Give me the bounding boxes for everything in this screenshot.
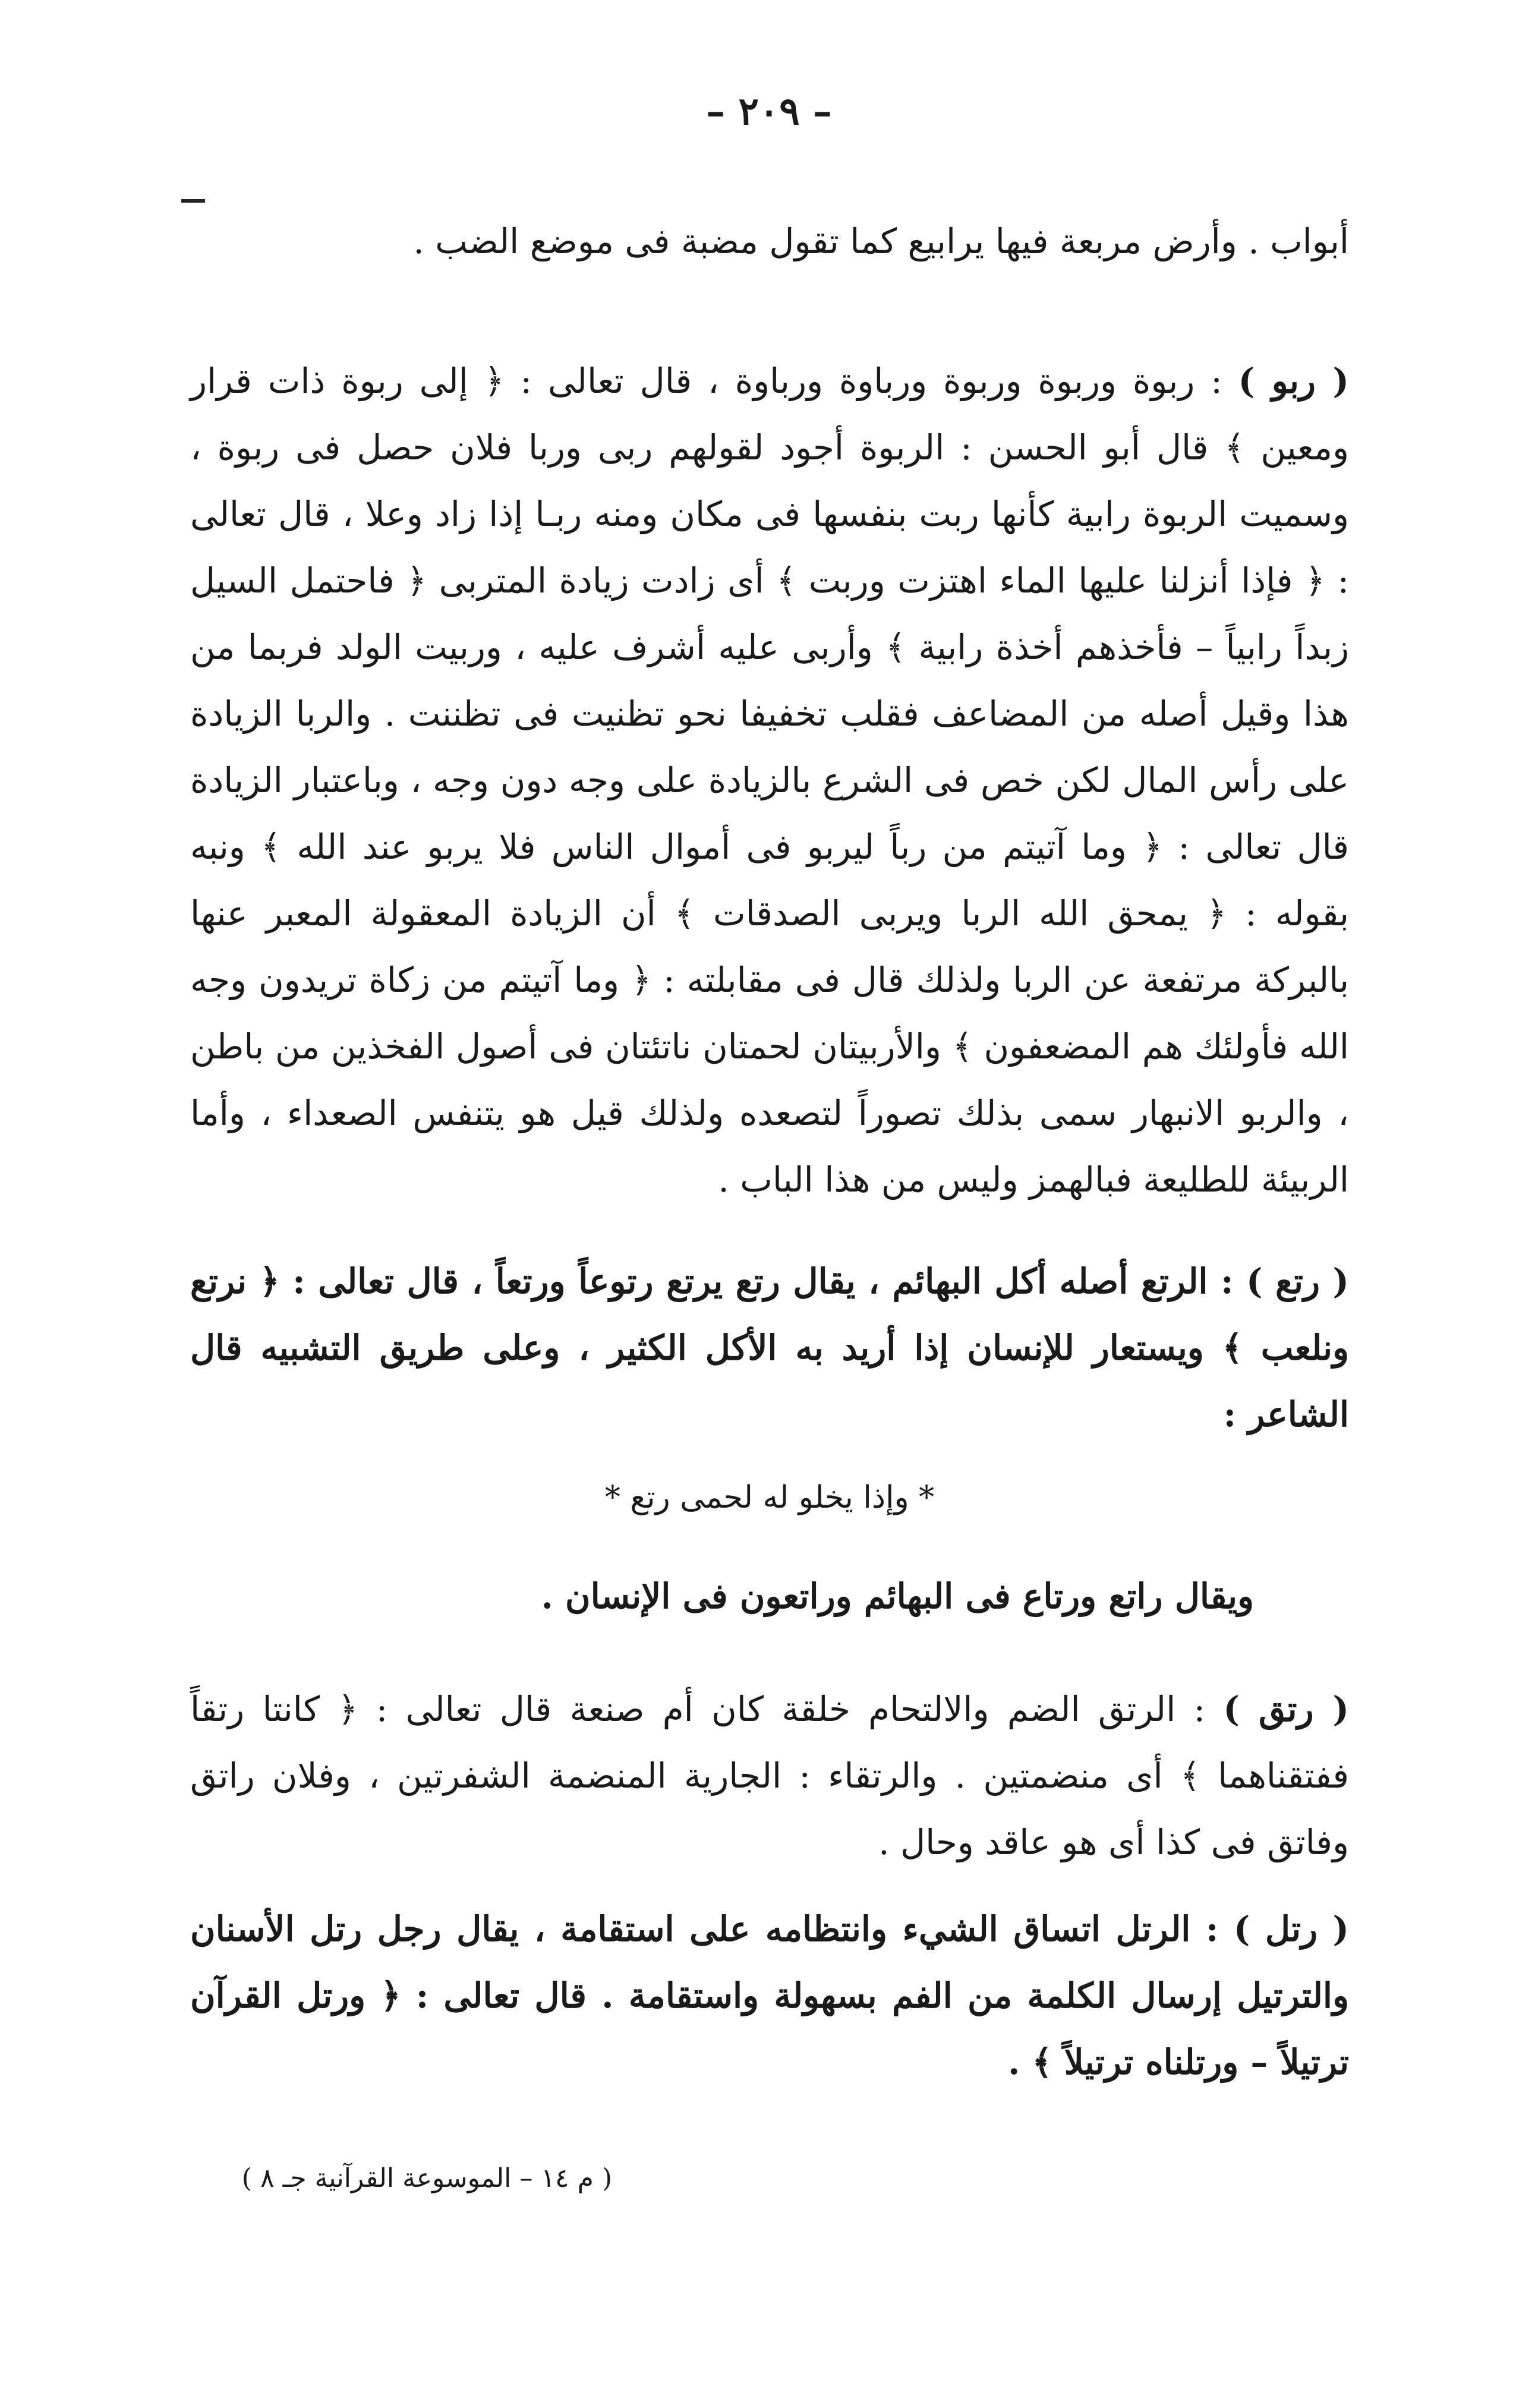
- margin-mark: [181, 199, 205, 203]
- entry-head: ( ربو ): [1238, 361, 1349, 401]
- intro-line: أبواب . وأرض مربعة فيها يرابيع كما تقول مضبة فى موضع الضب .: [413, 221, 1349, 261]
- page-number: – ٢٠٩ –: [706, 89, 832, 134]
- poem-line: * وإذا يخلو له لحمى رتع *: [604, 1480, 935, 1515]
- entry-head: ( رتق ): [1223, 1689, 1350, 1729]
- footer-note: ( م ١٤ – الموسوعة القرآنية جـ ٨ ): [241, 2163, 612, 2193]
- entry-head: ( رتل ): [1233, 1909, 1349, 1949]
- entry-rata: [190, 1248, 1349, 1448]
- entry-rabw: [190, 348, 1349, 1213]
- entry-text: : الرتق الضم والالتحام خلقة كان أم صنعة قال تعالى : ﴿ كانتا رتقاً ففتقناهما ﴾ أى منضمتين . والرتقاء : الجارية المنضمة الشفرتين ، وفلان راتق وفاتق فى كذا أى هو عاقد وحال .: [190, 1689, 1349, 1862]
- entry-ratal: [190, 1896, 1349, 2095]
- entry-head: ( رتع ): [1246, 1261, 1349, 1301]
- entry-text: : الرتل اتساق الشيء وانتظامه على استقامة ، يقال رجل رتل الأسنان والترتيل إرسال الكلمة من الفم بسهولة واستقامة . قال تعالى : ﴿ ورتل القرآن ترتيلاً – ورتلناه ترتيلاً ﴾ .: [190, 1909, 1349, 2082]
- entry-rataq: [190, 1676, 1349, 1876]
- after-poem-line: ويقال راتع ورتاع فى البهائم وراتعون فى الإنسان .: [541, 1576, 1254, 1616]
- entry-text: : ربوة وربوة وربوة ورباوة ورباوة ، قال تعالى : ﴿ إلى ربوة ذات قرار ومعين ﴾ قال أبو الحسن : الربوة أجود لقولهم ربى وربا فلان حصل فى ربوة ، وسميت الربوة رابية كأنها ربت بنفسها فى مكان ومنه ربـا إذا زاد وعلا ، قال تعالى : ﴿ فإذا أنزلنا عليها الماء اهتزت وربت ﴾ أى زادت زيادة المتربى ﴿ فاحتمل السيل زبداً رابياً – فأخذهم أخذة رابية ﴾ وأربى عليه أشرف عليه ، وربيت الولد فربما من هذا وقيل أصله من المضاعف فقلب تخفيفا نحو تظنيت فى تظننت . والربا الزيادة على رأس المال لكن خص فى الشرع بالزيادة على وجه دون وجه ، وباعتبار الزيادة قال تعالى : ﴿ وما آتيتم من رباً ليربو فى أموال الناس فلا يربو عند الله ﴾ ونبه بقوله : ﴿ يمحق الله الربا ويربى الصدقات ﴾ أن الزيادة المعقولة المعبر عنها بالبركة مرتفعة عن الربا ولذلك قال فى مقابلته : ﴿ وما آتيتم من زكاة تريدون وجه الله فأولئك هم المضعفون ﴾ والأربيتان لحمتان ناتئتان فى أصول الفخذين من باطن ، والربو الانبهار سمى بذلك تصوراً لتصعده ولذلك قيل هو يتنفس الصعداء ، وأما الربيئة للطليعة فبالهمز وليس من هذا الباب .: [190, 361, 1349, 1200]
- entry-text: : الرتع أصله أكل البهائم ، يقال رتع يرتع رتوعاً ورتعاً ، قال تعالى : ﴿ نرتع ونلعب ﴾ ويستعار للإنسان إذا أريد به الأكل الكثير ، وعلى طريق التشبيه قال الشاعر :: [190, 1261, 1349, 1435]
